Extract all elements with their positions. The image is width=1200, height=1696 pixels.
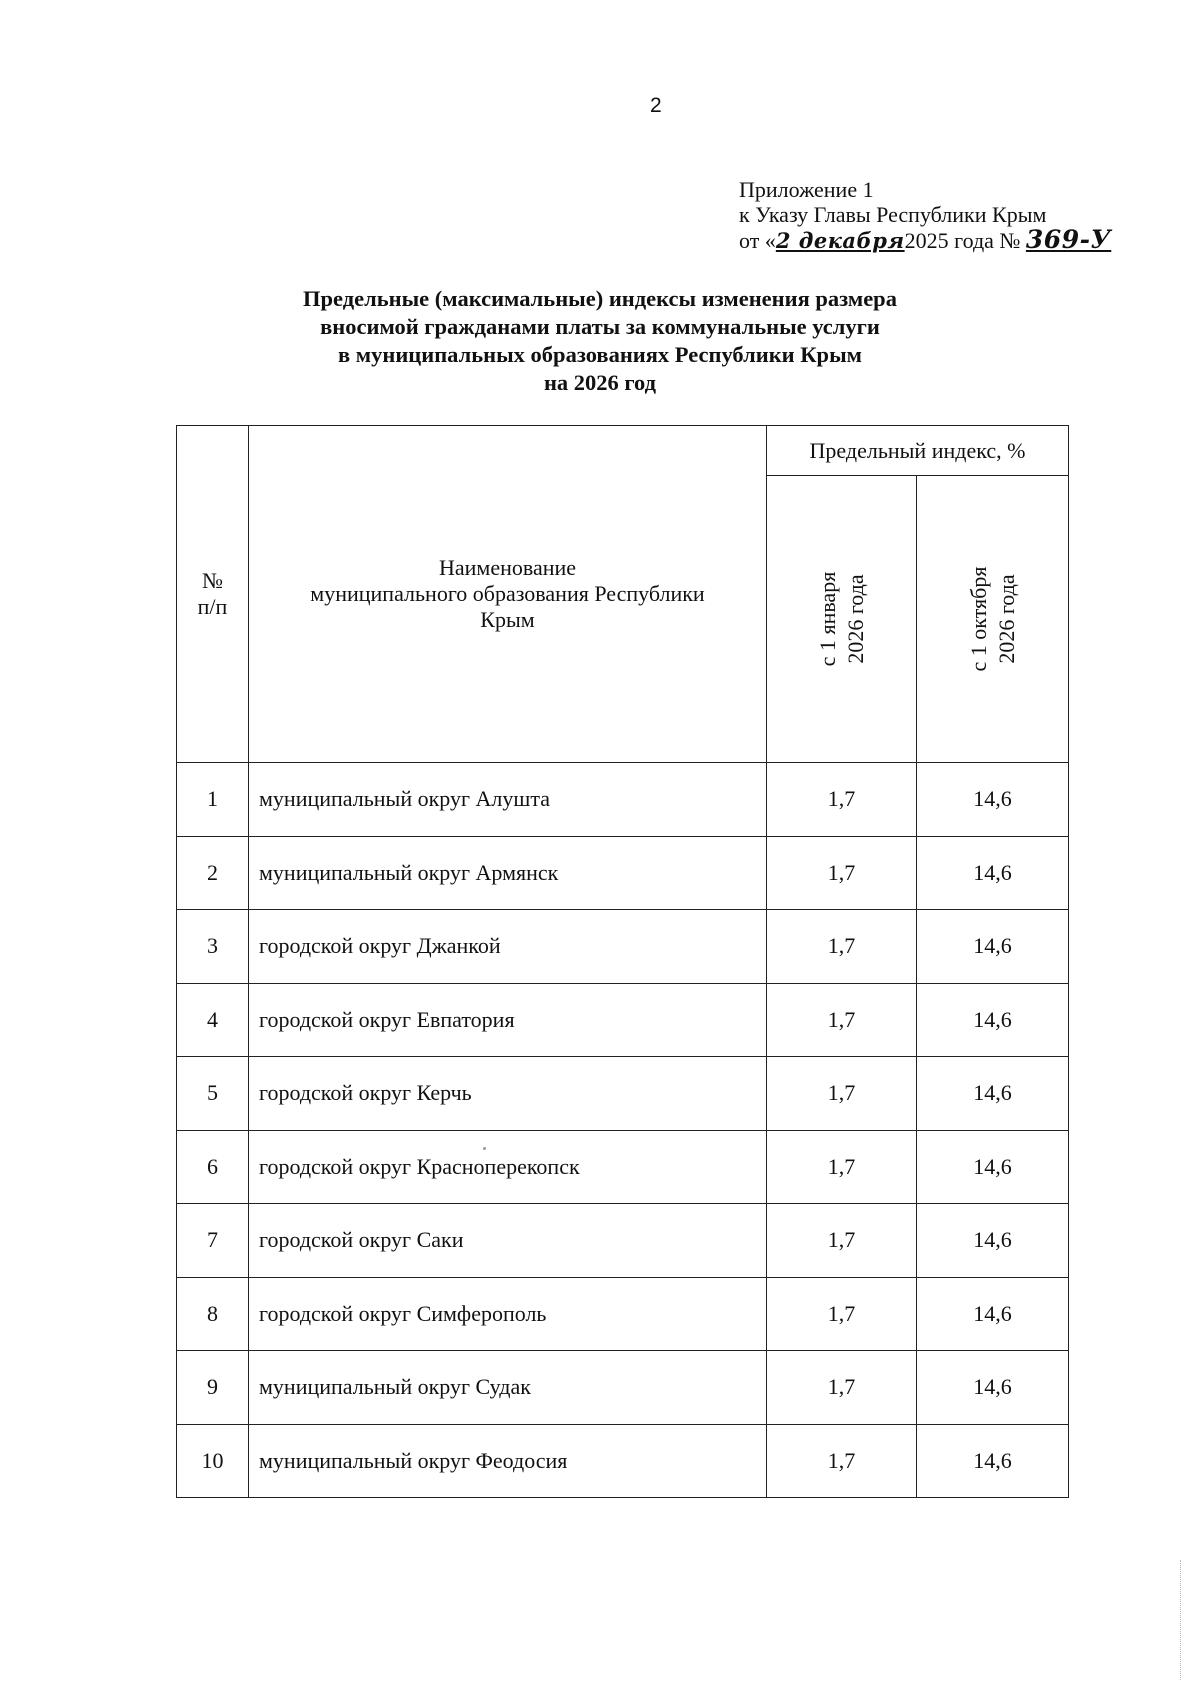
date-year-text: 2025 года № [904, 228, 1021, 253]
row-name: городской округ Евпатория [249, 983, 767, 1057]
row-jan-value: 1,7 [767, 1351, 917, 1425]
table-row [177, 910, 1069, 984]
title-line-1: Предельные (максимальные) индексы изменения размера [303, 286, 897, 311]
table-row [177, 1057, 1069, 1131]
row-name: городской округ Джанкой [249, 910, 767, 984]
title-line-2: вносимой гражданами платы за коммунальные услуги [320, 314, 880, 339]
appendix-block [739, 177, 1111, 253]
row-number: 6 [177, 1130, 249, 1204]
row-jan-value: 1,7 [767, 1424, 917, 1498]
row-number: 9 [177, 1351, 249, 1425]
header-index: Предельный индекс, % [767, 426, 1069, 476]
row-name: муниципальный округ Феодосия [249, 1424, 767, 1498]
row-number: 7 [177, 1204, 249, 1278]
row-name: городской округ Керчь [249, 1057, 767, 1131]
row-name: городской округ Саки [249, 1204, 767, 1278]
row-name: муниципальный округ Армянск [249, 836, 767, 910]
document-title [200, 285, 1000, 397]
row-oct-value: 14,6 [917, 1057, 1069, 1131]
row-oct-value: 14,6 [917, 1424, 1069, 1498]
row-oct-value: 14,6 [917, 1204, 1069, 1278]
date-prefix: от « [739, 228, 776, 253]
row-jan-value: 1,7 [767, 1057, 917, 1131]
header-number [177, 426, 249, 763]
title-line-3: в муниципальных образованиях Республики Крым [338, 342, 862, 367]
page-number: 2 [650, 94, 662, 117]
header-jan-line-2: 2026 года [842, 574, 868, 664]
table-row [177, 763, 1069, 837]
row-number: 2 [177, 836, 249, 910]
row-number: 3 [177, 910, 249, 984]
row-oct-value: 14,6 [917, 1277, 1069, 1351]
row-number: 5 [177, 1057, 249, 1131]
header-oct-line-1: с 1 октября [965, 566, 991, 672]
row-number: 10 [177, 1424, 249, 1498]
table-row [177, 1204, 1069, 1278]
appendix-decree: к Указу Главы Республики Крым [739, 202, 1047, 227]
row-jan-value: 1,7 [767, 910, 917, 984]
table-row [177, 1351, 1069, 1425]
appendix-date-line [739, 227, 1111, 253]
header-name [249, 426, 767, 763]
table-row [177, 1277, 1069, 1351]
row-name: муниципальный округ Алушта [249, 763, 767, 837]
handwritten-date: 2 декабря [775, 228, 905, 253]
row-number: 8 [177, 1277, 249, 1351]
row-jan-value: 1,7 [767, 836, 917, 910]
row-oct-value: 14,6 [917, 910, 1069, 984]
table-body [177, 763, 1069, 1498]
table-row [177, 983, 1069, 1057]
row-name: муниципальный округ Судак [249, 1351, 767, 1425]
header-name-line-3: Крым [480, 607, 535, 632]
header-oct [917, 476, 1069, 763]
header-jan [767, 476, 917, 763]
index-table [176, 425, 1069, 1498]
row-name: городской округ Симферополь [249, 1277, 767, 1351]
appendix-title: Приложение 1 [739, 177, 874, 202]
table-row [177, 1424, 1069, 1498]
title-line-4: на 2026 год [543, 370, 657, 395]
row-oct-value: 14,6 [917, 1351, 1069, 1425]
row-jan-value: 1,7 [767, 1130, 917, 1204]
table-row [177, 1130, 1069, 1204]
row-oct-value: 14,6 [917, 763, 1069, 837]
row-jan-value: 1,7 [767, 763, 917, 837]
row-oct-value: 14,6 [917, 1130, 1069, 1204]
row-number: 1 [177, 763, 249, 837]
header-name-line-1: Наименование [438, 555, 577, 580]
header-oct-line-2: 2026 года [993, 574, 1019, 664]
header-jan-line-1: с 1 января [814, 571, 840, 667]
row-name: городской округ Красноперекопск [249, 1130, 767, 1204]
row-jan-value: 1,7 [767, 1277, 917, 1351]
row-number: 4 [177, 983, 249, 1057]
row-jan-value: 1,7 [767, 983, 917, 1057]
row-oct-value: 14,6 [917, 836, 1069, 910]
scan-speck [483, 1147, 486, 1150]
handwritten-number: 369-У [1025, 225, 1112, 254]
header-name-line-2: муниципального образования Республики [310, 581, 705, 606]
row-oct-value: 14,6 [917, 983, 1069, 1057]
header-number-pp: п/п [197, 594, 228, 619]
scan-edge [1180, 1560, 1182, 1680]
header-number-sign: № [202, 568, 223, 593]
table-row [177, 836, 1069, 910]
row-jan-value: 1,7 [767, 1204, 917, 1278]
